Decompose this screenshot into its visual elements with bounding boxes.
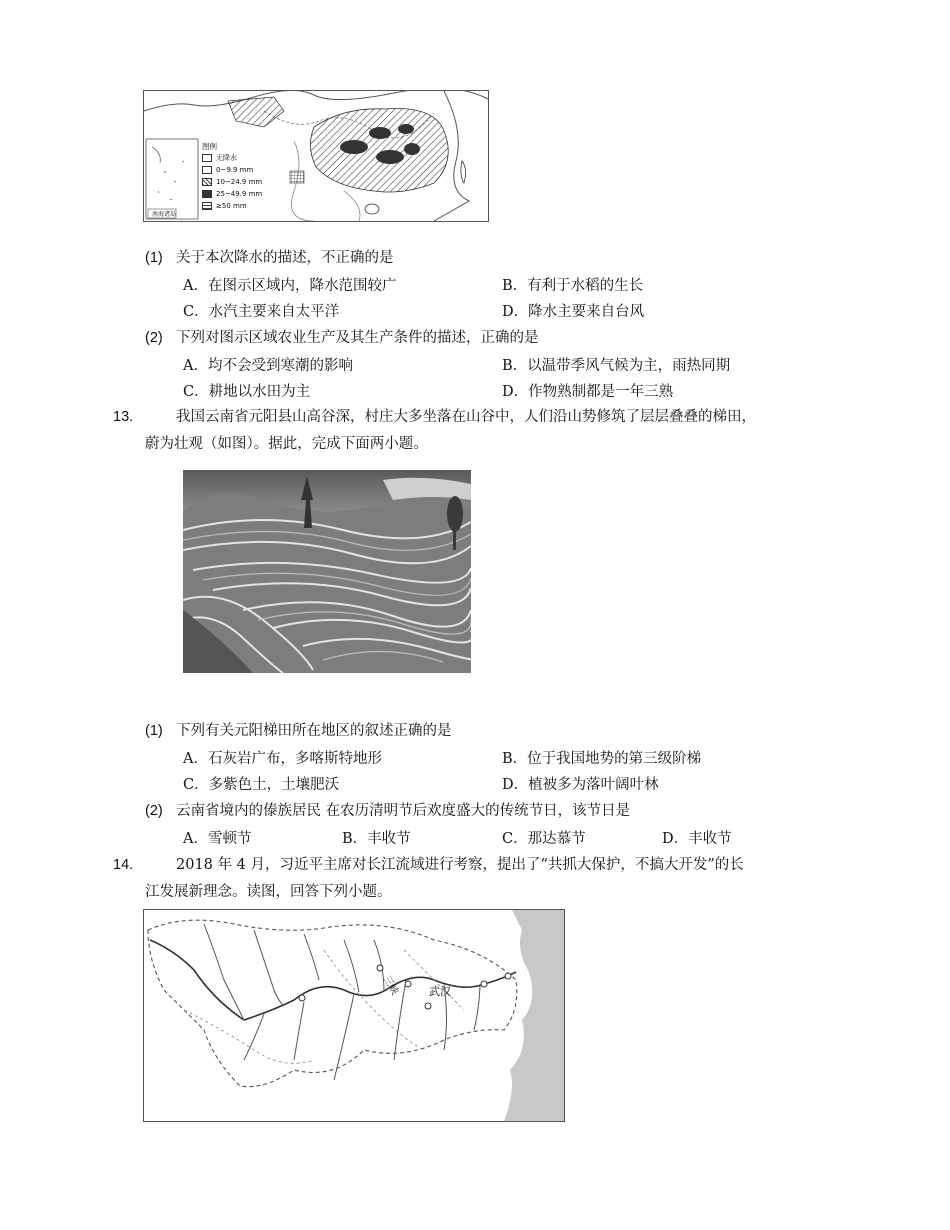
precipitation-map-drawing	[144, 91, 488, 221]
legend-item: ≥50 mm	[202, 201, 264, 211]
q13-sub1-stem: 下列有关元阳梯田所在地区的叙述正确的是	[176, 723, 452, 739]
q13-sub2-number: (2)	[145, 803, 163, 819]
legend-item: 0~9.9 mm	[202, 165, 264, 175]
q13-stem-line1: 我国云南省元阳县山高谷深，村庄大多坐落在山谷中，人们沿山势修筑了层层叠叠的梯田，	[176, 409, 756, 425]
legend-swatch-none	[202, 154, 212, 162]
q12-sub2-option-d[interactable]: D．作物熟制都是一年三熟	[502, 384, 674, 400]
q12-sub1-option-b[interactable]: B．有利于水稻的生长	[502, 278, 644, 294]
legend-swatch-grid	[202, 202, 212, 210]
q14-stem-line2: 江发展新理念。读图，回答下列小题。	[145, 884, 392, 900]
legend-item: 10~24.9 mm	[202, 177, 264, 187]
legend-item: 25~49.9 mm	[202, 189, 264, 199]
q12-sub2-stem: 下列对图示区域农业生产及其生产条件的描述，正确的是	[176, 330, 539, 346]
legend-item: 无降水	[202, 153, 264, 163]
legend-title: 图例	[202, 142, 217, 151]
q12-sub1-option-a[interactable]: A．在图示区域内，降水范围较广	[183, 278, 397, 294]
legend-swatch-light	[202, 166, 212, 174]
q13-number: 13.	[113, 409, 134, 425]
q13-sub1-number: (1)	[145, 723, 163, 739]
map-label-sanxia: 三峡	[380, 974, 400, 997]
q12-sub1-option-c[interactable]: C．水汽主要来自太平洋	[183, 304, 340, 320]
inset-label: 南海诸岛	[152, 211, 177, 218]
q12-sub1-stem: 关于本次降水的描述，不正确的是	[176, 250, 394, 266]
q12-sub2-option-c[interactable]: C．耕地以水田为主	[183, 384, 311, 400]
q13-sub2-option-b[interactable]: B．丰收节	[342, 831, 411, 847]
precipitation-map	[143, 90, 489, 222]
yangtze-basin-map	[143, 909, 565, 1122]
q13-sub1-option-a[interactable]: A．石灰岩广布，多喀斯特地形	[183, 751, 382, 767]
yangtze-basin-drawing	[144, 910, 564, 1121]
q12-sub1-number: (1)	[145, 250, 163, 266]
q13-sub1-option-c[interactable]: C．多紫色土，土壤肥沃	[183, 777, 340, 793]
q14-stem-line1: 2018 年 4 月，习近平主席对长江流域进行考察，提出了“共抓大保护，不搞大开发”的长	[176, 857, 744, 873]
q13-sub2-stem: 云南省境内的傣族居民 在农历清明节后欢度盛大的传统节日，该节日是	[176, 803, 631, 819]
q13-sub2-option-d[interactable]: D．丰收节	[662, 831, 732, 847]
q12-sub2-number: (2)	[145, 330, 163, 346]
q13-sub1-option-b[interactable]: B．位于我国地势的第三级阶梯	[502, 751, 702, 767]
q13-stem-line2: 蔚为壮观（如图）。据此，完成下面两小题。	[145, 436, 428, 452]
q13-sub1-option-d[interactable]: D．植被多为落叶阔叶林	[502, 777, 659, 793]
q13-sub2-option-c[interactable]: C．那达慕节	[502, 831, 586, 847]
terrace-photo	[183, 470, 471, 673]
q12-sub1-option-d[interactable]: D．降水主要来自台风	[502, 304, 645, 320]
map-legend	[202, 143, 264, 213]
q12-sub2-option-a[interactable]: A．均不会受到寒潮的影响	[183, 358, 353, 374]
map-label-wuhan: 武汉	[429, 985, 451, 998]
q12-sub2-option-b[interactable]: B．以温带季风气候为主，雨热同期	[502, 358, 731, 374]
q14-number: 14.	[113, 857, 134, 873]
legend-swatch-hatch	[202, 178, 212, 186]
legend-swatch-dark	[202, 190, 212, 198]
terrace-photo-drawing	[183, 470, 471, 673]
q13-sub2-option-a[interactable]: A．雪顿节	[183, 831, 252, 847]
